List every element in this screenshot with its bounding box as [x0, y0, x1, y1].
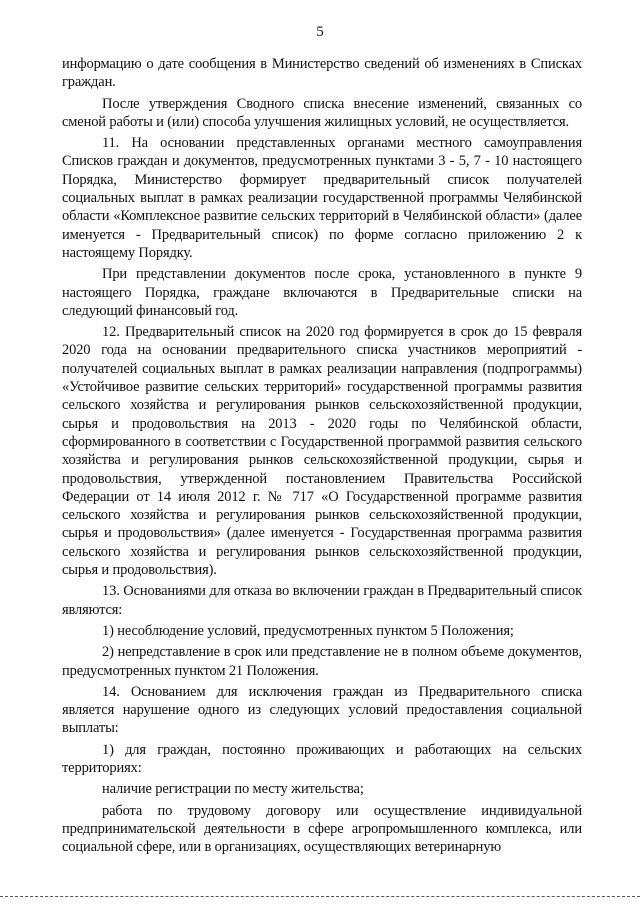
- paragraph-employment-condition: работа по трудовому договору или осуществление индивидуальной предпринимательской деятельности в сфере агропромышленного комплекса, или социальной сфере, или в организациях, осуществляющих ветеринарную: [62, 802, 582, 856]
- paragraph-clause-13-item-2: 2) непредставление в срок или представление не в полном объеме документов, предусмотренных пунктом 21 Положения.: [62, 644, 582, 679]
- paragraph-clause-13: 13. Основаниями для отказа во включении граждан в Предварительный список являются:: [62, 583, 582, 618]
- paragraph-clause-14: 14. Основанием для исключения граждан из Предварительного списка является нарушение одного из следующих условий предоставления социальной выплаты:: [62, 683, 582, 737]
- paragraph-clause-14-item-1: 1) для граждан, постоянно проживающих и работающих на сельских территориях:: [62, 741, 582, 776]
- paragraph-continuation: информацию о дате сообщения в Министерство сведений об изменениях в Списках граждан.: [62, 56, 582, 91]
- paragraph-clause-12: 12. Предварительный список на 2020 год формируется в срок до 15 февраля 2020 года на основании предварительного списка участников мероприятий - получателей социальных выплат в рамках реализации направления (подпрограммы) «Устойчивое развитие сельских территорий» государственной программы развития сельского хозяйства и регулирования рынков сельскохозяйственной продукции, сырья и продовольствия на 2013 - 2020 годы по Челябинской области, сформированного в соответствии с Государственной программой развития сельского хозяйства и регулирования рынков сельскохозяйственной продукции, сырья и продовольствия, утвержденной постановлением Правительства Российской Федерации от 14 июля 2012 г. № 717 «О Государственной программе развития сельского хозяйства и регулирования рынков сельскохозяйственной продукции, сырья и продовольствия» (далее именуется - Государственная программа развития сельского хозяйства и регулирования рынков сельскохозяйственной продукции, сырья и продовольствия).: [62, 324, 582, 579]
- footer-divider: [0, 896, 640, 897]
- paragraph-clause-13-item-1: 1) несоблюдение условий, предусмотренных пунктом 5 Положения;: [102, 622, 514, 639]
- paragraph-summary-list-changes: После утверждения Сводного списка внесение изменений, связанных со сменой работы и (или) способа улучшения жилищных условий, не осуществляется.: [62, 95, 582, 130]
- document-body: [62, 55, 582, 859]
- paragraph-registration-condition: наличие регистрации по месту жительства;: [102, 781, 364, 798]
- paragraph-clause-11: 11. На основании представленных органами местного самоуправления Списков граждан и документов, предусмотренных пунктами 3 - 5, 7 - 10 настоящего Порядка, Министерство формирует предварительный список получателей социальных выплат в рамках реализации государственной программы Челябинской области «Комплексное развитие сельских территорий в Челябинской области» (далее именуется - Предварительный список) по форме согласно приложению 2 к настоящему Порядку.: [62, 135, 582, 261]
- page-number: 5: [316, 24, 324, 40]
- paragraph-late-submission: При представлении документов после срока, установленного в пункте 9 настоящего Порядка, граждане включаются в Предварительные списки на следующий финансовый год.: [62, 266, 582, 319]
